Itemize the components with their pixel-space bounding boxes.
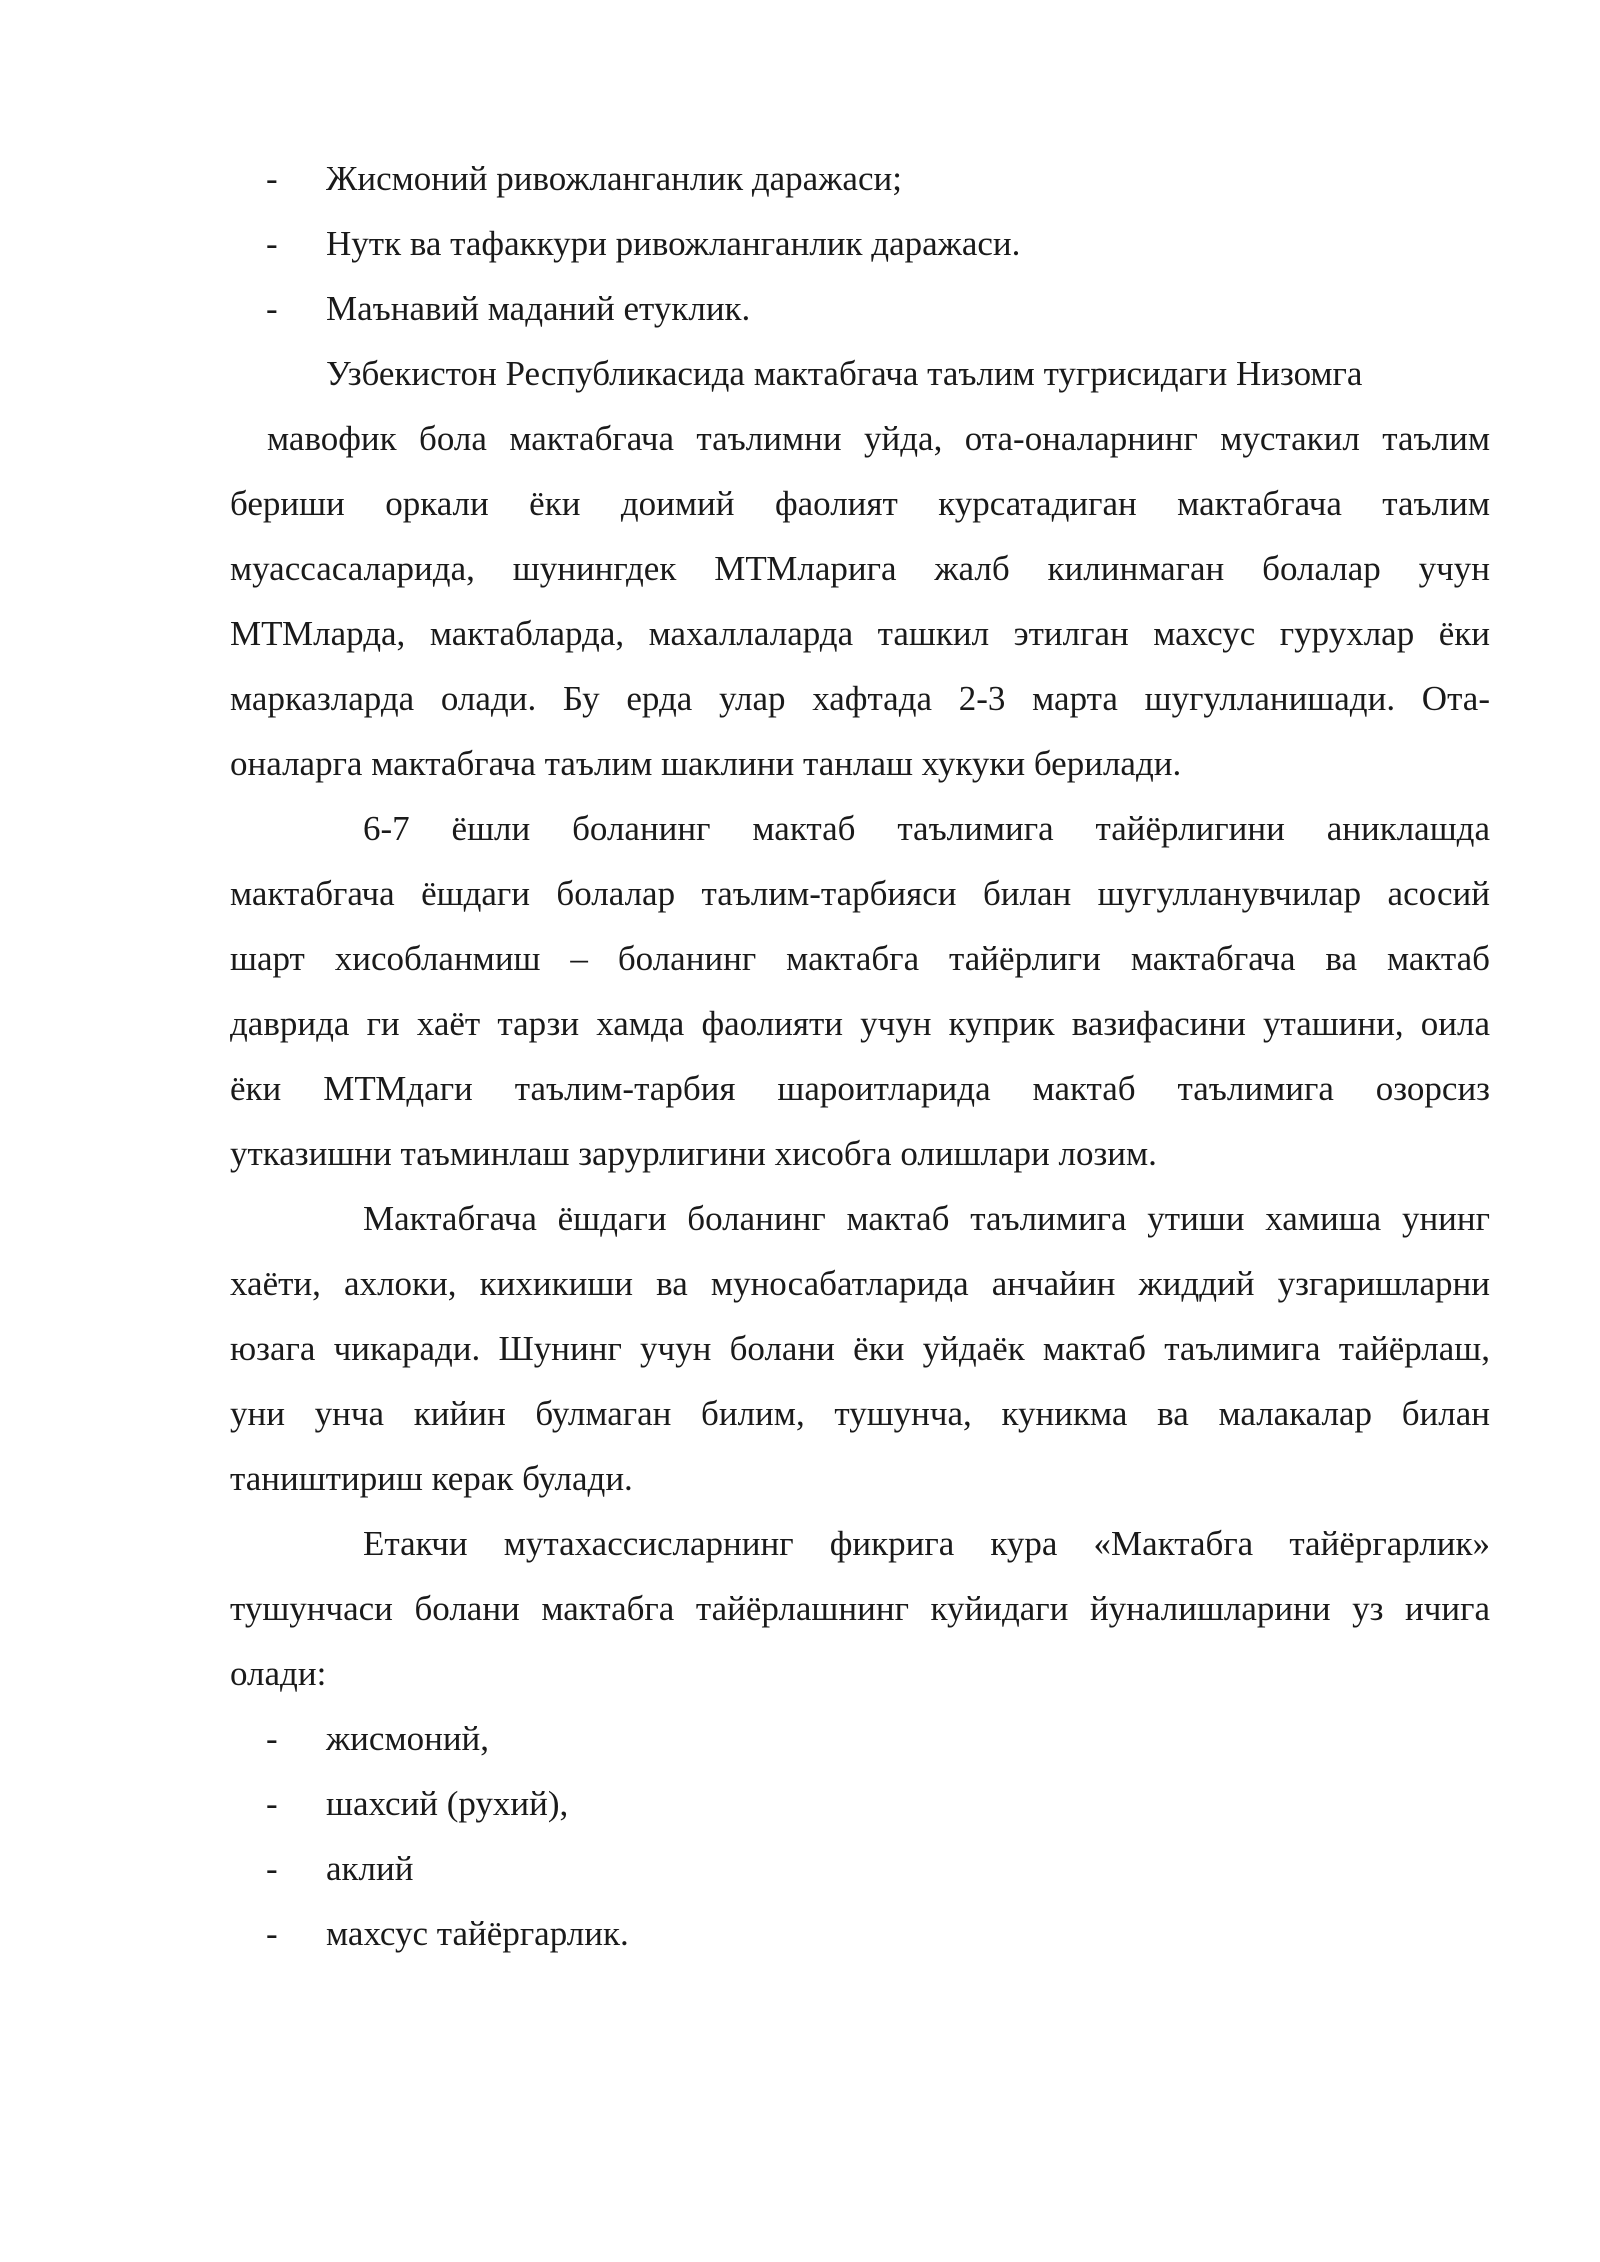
paragraph-preschool-regulation <box>230 341 1490 796</box>
paragraph-line: мактабгача ёшдаги болалар таълим-тарбияси билан шугулланувчилар асосий <box>230 874 1490 913</box>
list-item <box>230 1706 1490 1771</box>
paragraph-line: шарт хисобланмиш – боланинг мактабга тайёрлиги мактабгача ва мактаб <box>230 939 1490 978</box>
paragraph-line: таништириш керак булади. <box>230 1459 633 1498</box>
list-item-text: махсус тайёргарлик. <box>326 1914 629 1953</box>
paragraph-line: МТМларда, мактабларда, махаллаларда ташкил этилган махсус гурухлар ёки <box>230 614 1490 653</box>
list-item-text: Маънавий маданий етуклик. <box>326 289 751 328</box>
paragraph-line: муассасаларида, шунингдек МТМларига жалб килинмаган болалар учун <box>230 549 1490 588</box>
list-item <box>230 1836 1490 1901</box>
bullet-dash: - <box>266 1719 278 1758</box>
list-item-text: шахсий (рухий), <box>326 1784 569 1823</box>
bullet-dash: - <box>266 1914 278 1953</box>
paragraph-line: ёки МТМдаги таълим-тарбия шароитларида мактаб таълимига озорсиз <box>230 1069 1490 1108</box>
list-item <box>230 211 1490 276</box>
paragraph-line: мавофик бола мактабгача таълимни уйда, ота-оналарнинг мустакил таълим <box>267 419 1490 458</box>
list-item-text: аклий <box>326 1849 414 1888</box>
bullet-list-top <box>230 146 1490 341</box>
bullet-dash: - <box>266 159 278 198</box>
document-body <box>230 146 1490 1966</box>
bullet-dash: - <box>266 1849 278 1888</box>
paragraph-readiness-definition <box>230 1511 1490 1706</box>
paragraph-line: даврида ги хаёт тарзи хамда фаолияти учун куприк вазифасини уташини, оила <box>230 1004 1490 1043</box>
paragraph-line: олади: <box>230 1654 327 1693</box>
list-item <box>230 1771 1490 1836</box>
paragraph-line: Узбекистон Республикасида мактабгача таълим тугрисидаги Низомга <box>326 354 1363 393</box>
list-item <box>230 1901 1490 1966</box>
list-item <box>230 276 1490 341</box>
paragraph-line: тушунчаси болани мактабга тайёрлашнинг куйидаги йуналишларини уз ичига <box>230 1589 1490 1628</box>
list-item-text: жисмоний, <box>326 1719 490 1758</box>
list-item-text: Жисмоний ривожланганлик даражаси; <box>326 159 902 198</box>
paragraph-line: оналарга мактабгача таълим шаклини танлаш хукуки берилади. <box>230 744 1182 783</box>
list-item-text: Нутк ва тафаккури ривожланганлик даражаси. <box>326 224 1021 263</box>
paragraph-line: хаёти, ахлоки, кихикиши ва муносабатларида анчайин жиддий узгаришларни <box>230 1264 1490 1303</box>
paragraph-line: Мактабгача ёшдаги боланинг мактаб таълимига утиши хамиша унинг <box>363 1199 1490 1238</box>
bullet-list-bottom <box>230 1706 1490 1966</box>
paragraph-line: Етакчи мутахассисларнинг фикрига кура «Мактабга тайёргарлик» <box>363 1524 1490 1563</box>
paragraph-line: марказларда олади. Бу ерда улар хафтада 2-3 марта шугулланишади. Ота- <box>230 679 1490 718</box>
paragraph-line: 6-7 ёшли боланинг мактаб таълимига тайёрлигини аниклашда <box>363 809 1490 848</box>
list-item <box>230 146 1490 211</box>
paragraph-school-readiness <box>230 796 1490 1186</box>
bullet-dash: - <box>266 289 278 328</box>
paragraph-line: юзага чикаради. Шунинг учун болани ёки уйдаёк мактаб таълимига тайёрлаш, <box>230 1329 1490 1368</box>
paragraph-line: уни унча кийин булмаган билим, тушунча, куникма ва малакалар билан <box>230 1394 1490 1433</box>
paragraph-school-transition <box>230 1186 1490 1511</box>
paragraph-line: утказишни таъминлаш зарурлигини хисобга олишлари лозим. <box>230 1134 1157 1173</box>
bullet-dash: - <box>266 224 278 263</box>
bullet-dash: - <box>266 1784 278 1823</box>
paragraph-line: бериши оркали ёки доимий фаолият курсатадиган мактабгача таълим <box>230 484 1490 523</box>
